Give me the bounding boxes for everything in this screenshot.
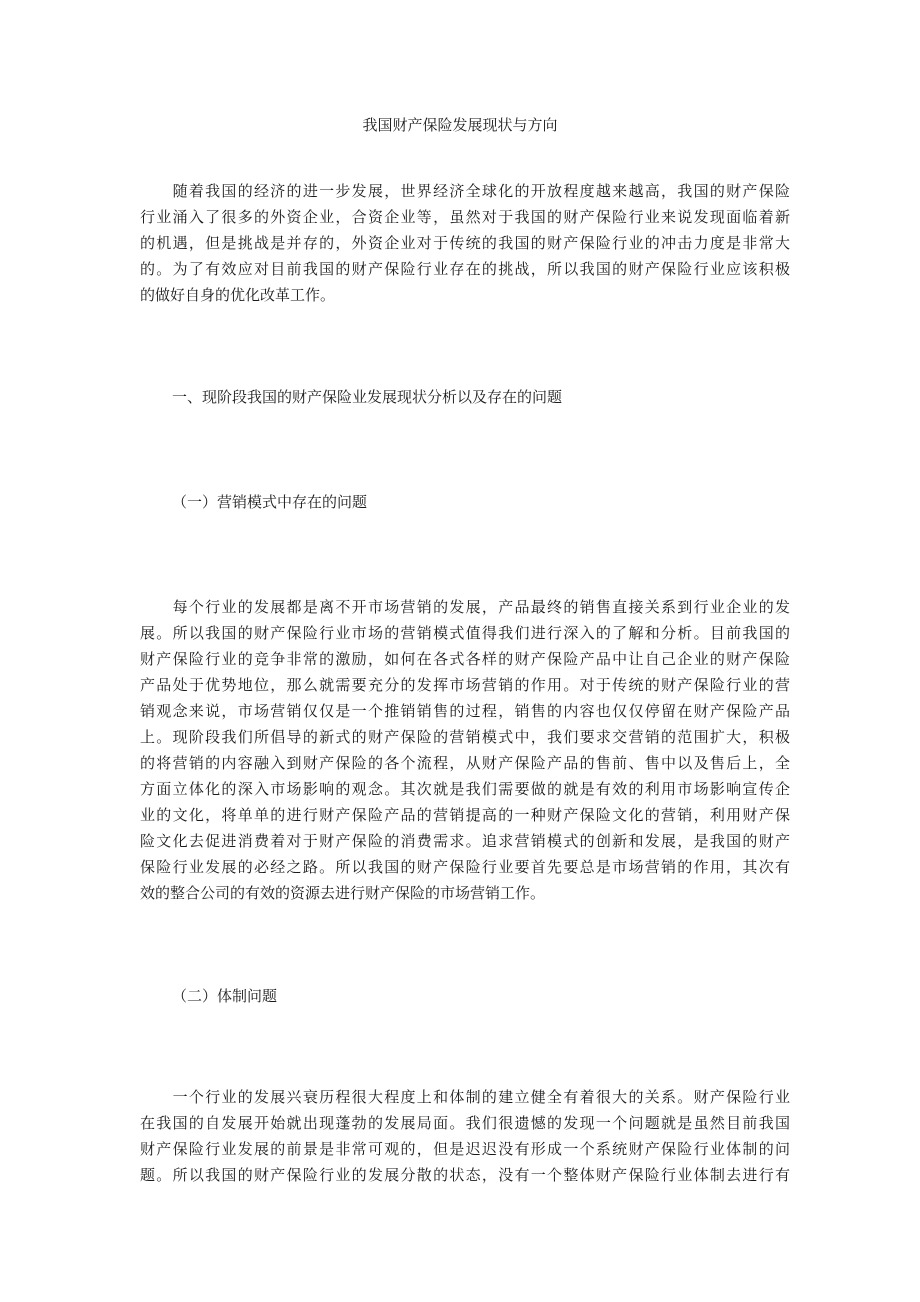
paragraph-line: 每个行业的发展都是离不开市场营销的发展，产品最终的销售直接关系到行业企业的发 (140, 598, 790, 616)
paragraph-line: 在我国的自发展开始就出现蓬勃的发展局面。我们很遗憾的发现一个问题就是虽然目前我国 (140, 1114, 790, 1132)
paragraph-line: 产品处于优势地位，那么就需要充分的发挥市场营销的作用。对于传统的财产保险行业的营 (140, 676, 790, 694)
subsection-heading: （二）体制问题 (172, 987, 278, 1005)
paragraph-line: 上。现阶段我们所倡导的新式的财产保险的营销模式中，我们要求交营销的范围扩大，积极 (140, 728, 790, 746)
subsection-heading: （一）营销模式中存在的问题 (172, 493, 368, 511)
paragraph-line: 行业涌入了很多的外资企业，合资企业等，虽然对于我国的财产保险行业来说发现面临着新 (140, 208, 790, 226)
section-heading: 一、现阶段我国的财产保险业发展现状分析以及存在的问题 (172, 388, 563, 406)
intro-paragraph (140, 178, 790, 308)
paragraph-line: 的机遇，但是挑战是并存的，外资企业对于传统的我国的财产保险行业的冲击力度是非常大 (140, 234, 790, 252)
paragraph-line: 财产保险行业的竞争非常的激励，如何在各式各样的财产保险产品中让自己企业的财产保险 (140, 650, 790, 668)
paragraph-line: 题。所以我国的财产保险行业的发展分散的状态，没有一个整体财产保险行业体制去进行有 (140, 1166, 790, 1184)
paragraph-line: 展。所以我国的财产保险行业市场的营销模式值得我们进行深入的了解和分析。目前我国的 (140, 624, 790, 642)
paragraph-line: 一个行业的发展兴衰历程很大程度上和体制的建立健全有着很大的关系。财产保险行业 (140, 1088, 790, 1106)
paragraph-line: 财产保险行业发展的前景是非常可观的，但是迟迟没有形成一个系统财产保险行业体制的问 (140, 1140, 790, 1158)
paragraph-line: 业的文化，将单单的进行财产保险产品的营销提高的一种财产保险文化的营销，利用财产保 (140, 806, 790, 824)
paragraph-line: 保险行业发展的必经之路。所以我国的财产保险行业要首先要总是市场营销的作用，其次有 (140, 858, 790, 876)
subsection2-paragraph (140, 1084, 790, 1188)
subsection1-paragraph (140, 594, 790, 906)
paragraph-line: 的做好自身的优化改革工作。 (140, 286, 336, 304)
paragraph-line: 方面立体化的深入市场影响的观念。其次就是我们需要做的就是有效的利用市场影响宣传企 (140, 780, 790, 798)
paragraph-line: 的将营销的内容融入到财产保险的各个流程，从财产保险产品的售前、售中以及售后上，全 (140, 754, 790, 772)
page-title: 我国财产保险发展现状与方向 (362, 116, 558, 134)
paragraph-line: 效的整合公司的有效的资源去进行财产保险的市场营销工作。 (140, 884, 546, 902)
paragraph-line: 销观念来说，市场营销仅仅是一个推销销售的过程，销售的内容也仅仅停留在财产保险产品 (140, 702, 790, 720)
paragraph-line: 随着我国的经济的进一步发展，世界经济全球化的开放程度越来越高，我国的财产保险 (140, 182, 790, 200)
paragraph-line: 的。为了有效应对目前我国的财产保险行业存在的挑战，所以我国的财产保险行业应该积极 (140, 260, 790, 278)
paragraph-line: 险文化去促进消费着对于财产保险的消费需求。追求营销模式的创新和发展，是我国的财产 (140, 832, 790, 850)
